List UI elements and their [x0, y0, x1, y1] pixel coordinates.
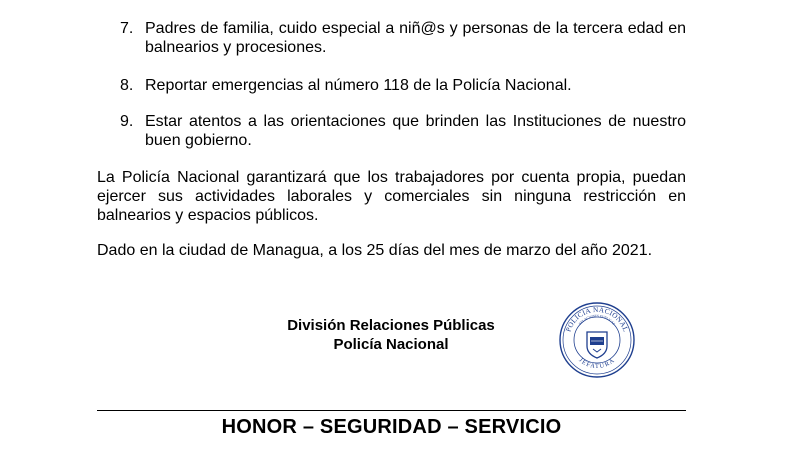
seal-inner-text: RELACIONES PUBLICAS — [577, 313, 617, 326]
footer-motto: HONOR – SEGURIDAD – SERVICIO — [221, 416, 562, 438]
footer-divider — [97, 410, 686, 411]
svg-text:POLICIA NACIONAL — [564, 306, 629, 333]
list-number: 7. — [120, 20, 134, 37]
list-item-8 — [120, 76, 686, 95]
signature-division: División Relaciones Públicas — [287, 317, 495, 334]
list-text: Padres de familia, cuido especial a niñ@s y personas de la tercera edad en balnearios y procesiones. — [145, 20, 686, 56]
list-item-7 — [120, 19, 686, 57]
list-text: Reportar emergencias al número 118 de la Policía Nacional. — [145, 77, 572, 94]
list-number: 8. — [120, 77, 134, 94]
guarantee-paragraph: La Policía Nacional garantizará que los trabajadores por cuenta propia, puedan ejercer sus actividades laborales y comerciales sin ninguna restricción en balnearios y espacios públicos. — [97, 169, 686, 224]
list-number: 9. — [120, 113, 134, 130]
seal-icon — [558, 301, 636, 379]
date-paragraph: Dado en la ciudad de Managua, a los 25 días del mes de marzo del año 2021. — [97, 242, 653, 259]
list-text: Estar atentos a las orientaciones que brinden las Instituciones de nuestro buen gobierno. — [145, 113, 686, 149]
list-item-9 — [120, 112, 686, 150]
seal-top-text: POLICIA NACIONAL — [564, 305, 630, 333]
signature-block — [260, 316, 522, 354]
signature-institution: Policía Nacional — [333, 336, 449, 353]
police-seal — [558, 301, 636, 379]
seal-bottom-text: JEFATURA — [577, 356, 617, 371]
